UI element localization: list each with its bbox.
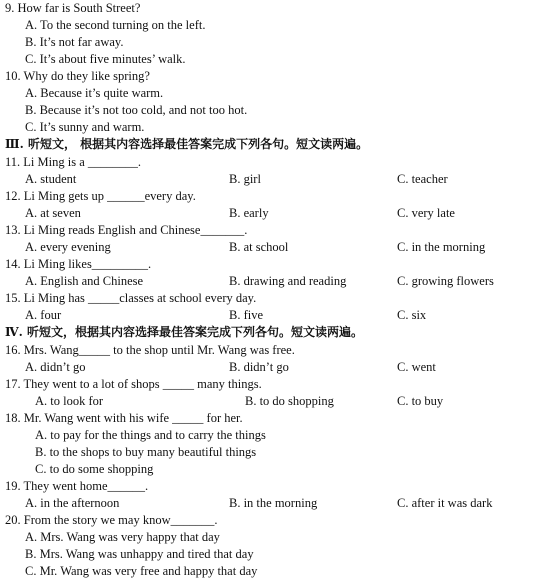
- question-15-option-c: C. six: [397, 308, 427, 322]
- question-20-option-c: C. Mr. Wang was very free and happy that day: [25, 564, 258, 578]
- question-10-option-b: B. Because it’s not too cold, and not too hot.: [25, 103, 248, 117]
- question-9-option-a: A. To the second turning on the left.: [25, 18, 206, 32]
- question-13-option-b: B. at school: [229, 240, 289, 254]
- section-4-heading: Ⅳ. 听短文，根据其内容选择最佳答案完成下列各句。短文读两遍。: [5, 325, 363, 339]
- question-16-option-a: A. didn’t go: [25, 360, 86, 374]
- question-19-option-c: C. after it was dark: [397, 496, 493, 510]
- question-17-option-c: C. to buy: [397, 394, 444, 408]
- question-12-option-a: A. at seven: [25, 206, 81, 220]
- question-19: 19. They went home______.: [5, 479, 149, 493]
- question-10: 10. Why do they like spring?: [5, 69, 150, 83]
- question-12: 12. Li Ming gets up ______every day.: [5, 189, 196, 203]
- question-19-option-a: A. in the afternoon: [25, 496, 120, 510]
- question-12-option-b: B. early: [229, 206, 269, 220]
- question-9-option-c: C. It’s about five minutes’ walk.: [25, 52, 186, 66]
- question-17-option-b: B. to do shopping: [245, 394, 334, 408]
- question-20-option-a: A. Mrs. Wang was very happy that day: [25, 530, 220, 544]
- question-11-option-b: B. girl: [229, 172, 261, 186]
- question-10-option-c: C. It’s sunny and warm.: [25, 120, 145, 134]
- question-17-option-a: A. to look for: [35, 394, 104, 408]
- question-11: 11. Li Ming is a ________.: [5, 155, 141, 169]
- question-17: 17. They went to a lot of shops _____ many things.: [5, 377, 262, 391]
- section-3-heading: Ⅲ. 听短文， 根据其内容选择最佳答案完成下列各句。短文读两遍。: [5, 137, 369, 151]
- question-15-option-a: A. four: [25, 308, 62, 322]
- question-20: 20. From the story we may know_______.: [5, 513, 218, 527]
- question-15: 15. Li Ming has _____classes at school every day.: [5, 291, 257, 305]
- question-14-option-c: C. growing flowers: [397, 274, 494, 288]
- question-19-option-b: B. in the morning: [229, 496, 318, 510]
- question-16-option-b: B. didn’t go: [229, 360, 289, 374]
- question-11-option-c: C. teacher: [397, 172, 448, 186]
- question-16: 16. Mrs. Wang_____ to the shop until Mr. Wang was free.: [5, 343, 295, 357]
- question-9-option-b: B. It’s not far away.: [25, 35, 124, 49]
- question-18-option-a: A. to pay for the things and to carry the things: [35, 428, 266, 442]
- question-18: 18. Mr. Wang went with his wife _____ for her.: [5, 411, 243, 425]
- question-14-option-a: A. English and Chinese: [25, 274, 144, 288]
- question-14: 14. Li Ming likes_________.: [5, 257, 152, 271]
- question-13-option-c: C. in the morning: [397, 240, 486, 254]
- question-9: 9. How far is South Street?: [5, 1, 141, 15]
- question-18-option-b: B. to the shops to buy many beautiful things: [35, 445, 257, 459]
- question-10-option-a: A. Because it’s quite warm.: [25, 86, 164, 100]
- question-11-option-a: A. student: [25, 172, 77, 186]
- question-15-option-b: B. five: [229, 308, 264, 322]
- question-12-option-c: C. very late: [397, 206, 455, 220]
- question-16-option-c: C. went: [397, 360, 436, 374]
- question-13-option-a: A. every evening: [25, 240, 111, 254]
- question-18-option-c: C. to do some shopping: [35, 462, 154, 476]
- question-20-option-b: B. Mrs. Wang was unhappy and tired that day: [25, 547, 254, 561]
- question-13: 13. Li Ming reads English and Chinese_______.: [5, 223, 248, 237]
- question-14-option-b: B. drawing and reading: [229, 274, 347, 288]
